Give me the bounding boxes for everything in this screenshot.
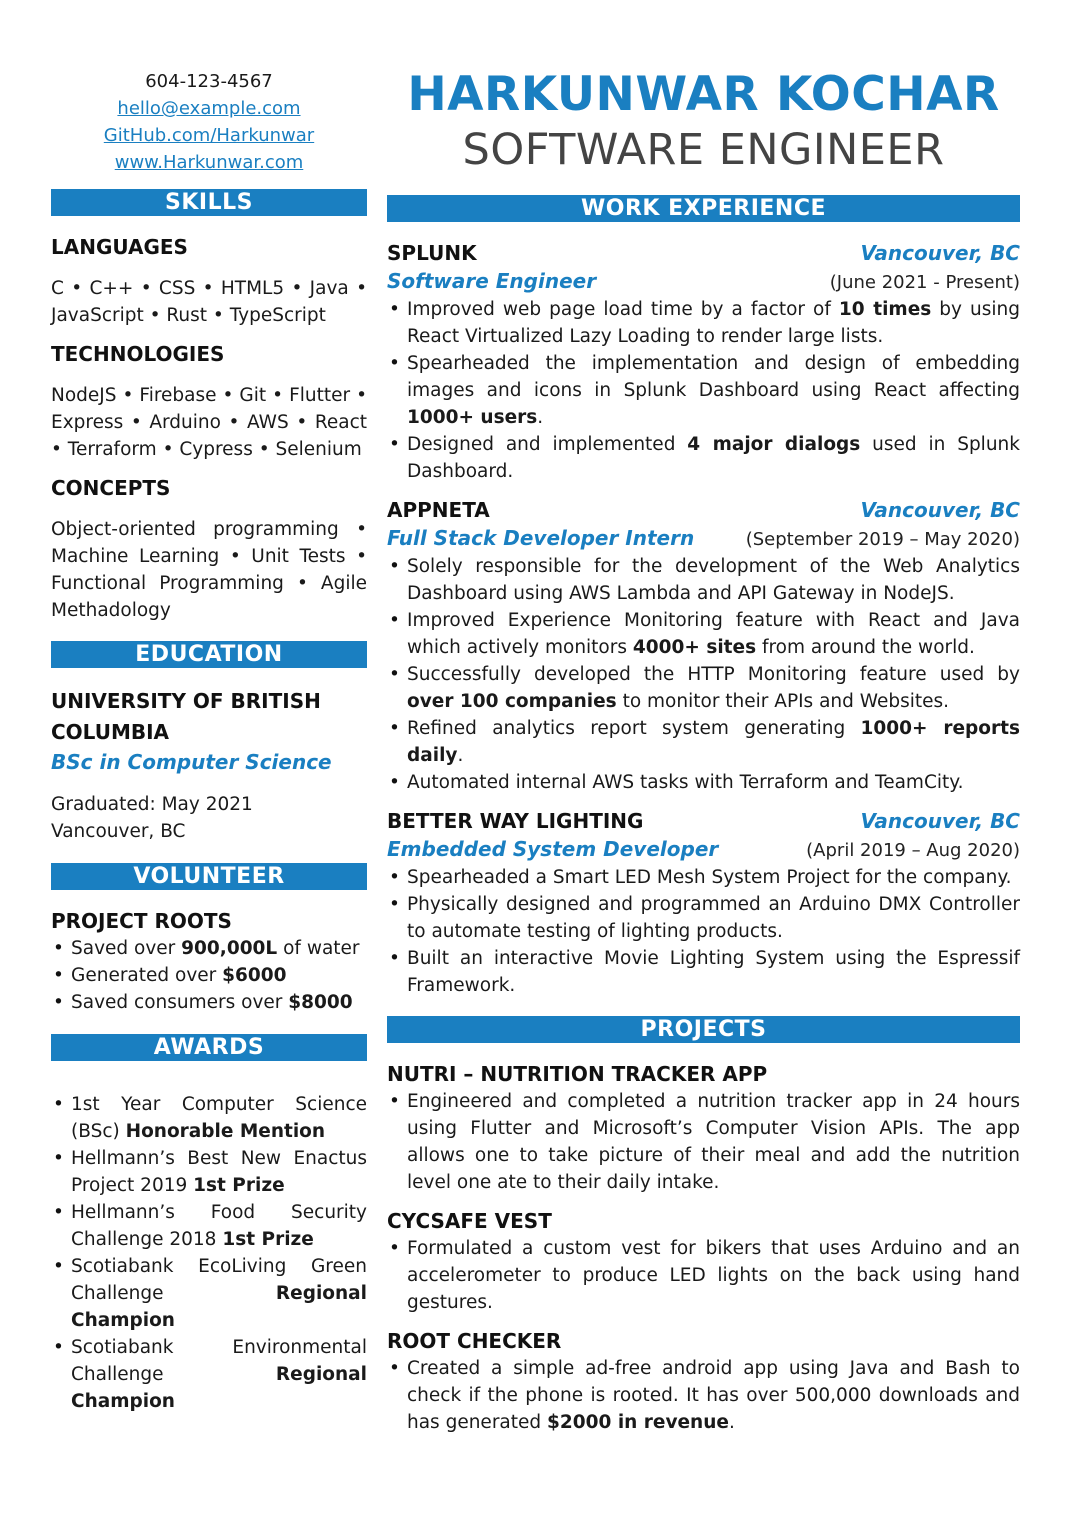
role-title: Full Stack Developer Intern bbox=[387, 526, 695, 550]
bullet-list bbox=[387, 1088, 1020, 1196]
list-item: • Scotiabank Environmental Challenge Regional Champion bbox=[51, 1334, 367, 1415]
list-item bbox=[387, 715, 1020, 769]
bullet-list bbox=[387, 1235, 1020, 1316]
bullet-list bbox=[387, 864, 1020, 999]
list-item bbox=[387, 1355, 1020, 1436]
list-item: • 1st Year Computer Science (BSc) Honorable Mention bbox=[51, 1091, 367, 1145]
contact-block bbox=[51, 68, 367, 176]
bullet-list bbox=[387, 553, 1020, 796]
languages-list: C • C++ • CSS • HTML5 • Java • JavaScript • Rust • TypeScript bbox=[51, 278, 367, 326]
skills-heading: SKILLS bbox=[51, 189, 367, 216]
list-item bbox=[387, 864, 1020, 891]
text: Formulated a custom vest for bikers that uses Arduino and an accelerometer to produce LED lights on the back using hand gestures. bbox=[407, 1238, 1020, 1313]
text: Improved Experience Monitoring feature with React and Java which actively monitors bbox=[407, 610, 1020, 658]
technologies-list: NodeJS • Firebase • Git • Flutter • Express • Arduino • AWS • React • Terraform • Cypress • Selenium bbox=[51, 385, 367, 460]
job-dates: (June 2021 - Present) bbox=[829, 272, 1020, 293]
phone-number: 604-123-4567 bbox=[145, 71, 273, 92]
role-line bbox=[387, 267, 1020, 296]
text: Spearheaded the implementation and design of embedding images and icons in Splunk Dashboard using React affecting bbox=[407, 353, 1020, 401]
role-title: Software Engineer bbox=[387, 269, 597, 293]
text: Improved web page load time by a factor of bbox=[407, 299, 839, 320]
company-name: SPLUNK bbox=[387, 241, 477, 265]
text: . bbox=[457, 745, 464, 766]
list-item bbox=[387, 607, 1020, 661]
text: to monitor their APIs and Websites. bbox=[616, 691, 950, 712]
education-heading: EDUCATION bbox=[51, 641, 367, 668]
projects-list bbox=[387, 1061, 1020, 1436]
bold-text: 4000+ sites bbox=[632, 637, 757, 658]
text: . bbox=[537, 407, 544, 428]
bold-text: 1000+ users bbox=[407, 407, 538, 428]
work-experience-heading: WORK EXPERIENCE bbox=[387, 195, 1020, 222]
role-title: Embedded System Developer bbox=[387, 837, 719, 861]
list-item: • Saved over 900,000L of water bbox=[51, 935, 367, 962]
languages-heading: LANGUAGES bbox=[51, 235, 188, 259]
jobs-list bbox=[387, 240, 1020, 999]
website-link[interactable]: www.Harkunwar.com bbox=[114, 152, 304, 173]
list-item bbox=[387, 891, 1020, 945]
list-item bbox=[387, 661, 1020, 715]
awards-list bbox=[51, 1091, 367, 1415]
list-item bbox=[387, 1088, 1020, 1196]
job-entry bbox=[387, 497, 1020, 796]
project-entry bbox=[387, 1061, 1020, 1196]
list-item: • Saved consumers over $8000 bbox=[51, 989, 367, 1016]
job-title: SOFTWARE ENGINEER bbox=[462, 125, 945, 175]
projects-heading: PROJECTS bbox=[387, 1016, 1020, 1043]
bold-text: $2000 in revenue bbox=[547, 1412, 729, 1433]
list-item bbox=[387, 350, 1020, 431]
email-link[interactable]: hello@example.com bbox=[117, 98, 301, 119]
text: Physically designed and programmed an Arduino DMX Controller to automate testing of lighting products. bbox=[407, 894, 1020, 942]
right-column bbox=[387, 68, 1020, 1436]
left-column bbox=[51, 68, 367, 1415]
bold-text: 1000+ reports daily bbox=[407, 718, 1020, 766]
job-dates: (September 2019 – May 2020) bbox=[745, 529, 1020, 550]
text: Designed and implemented bbox=[407, 434, 688, 455]
volunteer-list bbox=[51, 935, 367, 1016]
text: Refined analytics report system generating bbox=[407, 718, 861, 739]
text: Successfully developed the HTTP Monitoring feature used by bbox=[407, 664, 1020, 685]
list-item bbox=[387, 296, 1020, 350]
list-item bbox=[387, 431, 1020, 485]
list-item bbox=[387, 945, 1020, 999]
concepts-heading: CONCEPTS bbox=[51, 476, 171, 500]
bold-text: 10 times bbox=[838, 299, 932, 320]
list-item: • Hellmann’s Best New Enactus Project 2019 1st Prize bbox=[51, 1145, 367, 1199]
concepts-list: Object-oriented programming • Machine Learning • Unit Tests • Functional Programming • Agile Methadology bbox=[51, 519, 367, 621]
job-header bbox=[387, 497, 1020, 524]
project-entry bbox=[387, 1328, 1020, 1436]
job-header bbox=[387, 240, 1020, 267]
text: Engineered and completed a nutrition tracker app in 24 hours using Flutter and Microsoft’s Computer Vision APIs. The app allows one to take picture of their meal and add the nutrition level one ate to their daily intake. bbox=[407, 1091, 1020, 1193]
company-name: APPNETA bbox=[387, 498, 490, 522]
job-location: Vancouver, BC bbox=[860, 809, 1020, 833]
name-block bbox=[387, 68, 1020, 195]
volunteer-heading: VOLUNTEER bbox=[51, 863, 367, 890]
technologies-heading: TECHNOLOGIES bbox=[51, 342, 225, 366]
volunteer-org: PROJECT ROOTS bbox=[51, 909, 232, 933]
role-line bbox=[387, 524, 1020, 553]
list-item bbox=[387, 769, 1020, 796]
text: Automated internal AWS tasks with Terraform and TeamCity. bbox=[407, 772, 964, 793]
job-location: Vancouver, BC bbox=[860, 498, 1020, 522]
job-location: Vancouver, BC bbox=[860, 241, 1020, 265]
text: Created a simple ad-free android app using Java and Bash to check if the phone is rooted. It has over 500,000 downloads and has generated bbox=[407, 1358, 1020, 1433]
text: by using React Virtualized Lazy Loading to render large lists. bbox=[407, 299, 1020, 347]
list-item: • Generated over $6000 bbox=[51, 962, 367, 989]
company-name: BETTER WAY LIGHTING bbox=[387, 809, 644, 833]
list-item: • Hellmann’s Food Security Challenge 2018 1st Prize bbox=[51, 1199, 367, 1253]
bullet-list bbox=[387, 296, 1020, 485]
github-link[interactable]: GitHub.com/Harkunwar bbox=[103, 125, 315, 146]
text: . bbox=[728, 1412, 735, 1433]
awards-heading: AWARDS bbox=[51, 1034, 367, 1061]
text: used in Splunk Dashboard. bbox=[407, 434, 1020, 482]
text: Spearheaded a Smart LED Mesh System Project for the company. bbox=[407, 867, 1012, 888]
job-entry bbox=[387, 808, 1020, 999]
school-name: UNIVERSITY OF BRITISH COLUMBIA bbox=[51, 689, 321, 744]
role-line bbox=[387, 835, 1020, 864]
list-item bbox=[387, 553, 1020, 607]
education-location: Vancouver, BC bbox=[51, 821, 186, 842]
graduation-date: Graduated: May 2021 bbox=[51, 794, 253, 815]
job-dates: (April 2019 – Aug 2020) bbox=[806, 840, 1020, 861]
text: Built an interactive Movie Lighting System using the Espressif Framework. bbox=[407, 948, 1020, 996]
full-name: HARKUNWAR KOCHAR bbox=[407, 67, 1000, 122]
job-header bbox=[387, 808, 1020, 835]
bold-text: over 100 companies bbox=[407, 691, 617, 712]
job-entry bbox=[387, 240, 1020, 485]
list-item bbox=[387, 1235, 1020, 1316]
project-entry bbox=[387, 1208, 1020, 1316]
text: from around the world. bbox=[756, 637, 975, 658]
project-name: ROOT CHECKER bbox=[387, 1329, 562, 1353]
project-name: CYCSAFE VEST bbox=[387, 1209, 552, 1233]
text: Solely responsible for the development of the Web Analytics Dashboard using AWS Lambda and API Gateway in NodeJS. bbox=[407, 556, 1020, 604]
bullet-list bbox=[387, 1355, 1020, 1436]
degree: BSc in Computer Science bbox=[51, 750, 332, 774]
list-item: • Scotiabank EcoLiving Green Challenge Regional Champion bbox=[51, 1253, 367, 1334]
bold-text: 4 major dialogs bbox=[687, 434, 861, 455]
project-name: NUTRI – NUTRITION TRACKER APP bbox=[387, 1062, 768, 1086]
